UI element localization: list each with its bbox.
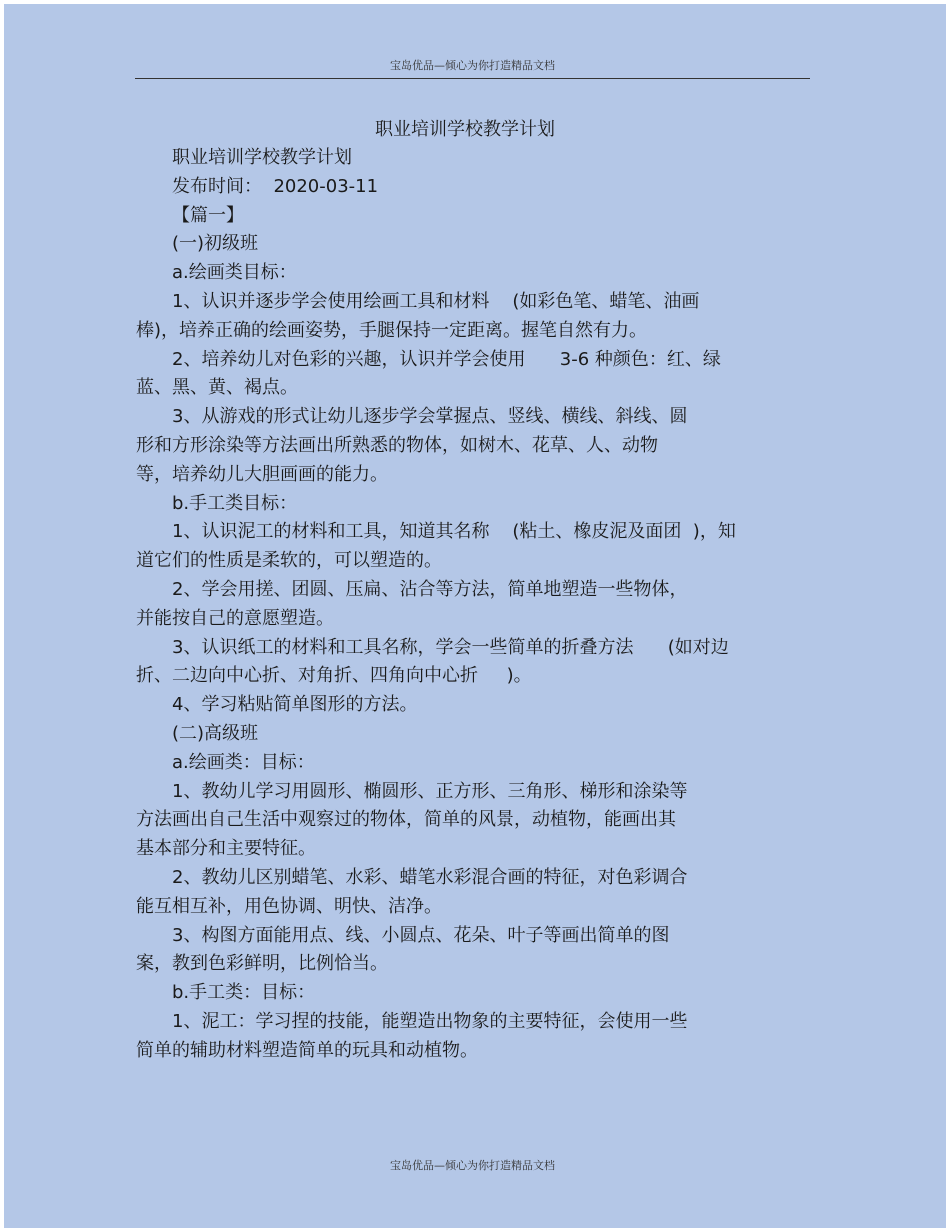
body-line: 2、培养幼儿对色彩的兴趣，认识并学会使用 3-6 种颜色：红、绿 [172,348,721,370]
body-line: 3、构图方面能用点、线、小圆点、花朵、叶子等画出简单的图 [172,924,670,946]
body-line: 4、学习粘贴简单图形的方法。 [172,694,418,716]
body-line: 1、泥工：学习捏的技能，能塑造出物象的主要特征，会使用一些 [172,1010,688,1032]
body-line: a.绘画类目标： [172,262,297,284]
body-line: 基本部分和主要特征。 [136,838,316,860]
body-line: 职业培训学校教学计划 [172,147,352,168]
body-line: 折、二边向中心折、对角折、四角向中心折 )。 [136,665,532,687]
body-line: 3、认识纸工的材料和工具名称，学会一些简单的折叠方法 (如对边 [172,636,729,658]
body-line: 【篇一】 [172,204,244,226]
body-line: 1、认识并逐步学会使用绘画工具和材料 (如彩色笔、蜡笔、油画 [172,290,700,312]
body-line: 2、学会用搓、团圆、压扁、沾合等方法，简单地塑造一些物体， [172,578,688,600]
body-line: b.手工类：目标： [172,982,316,1004]
body-line: (二)高级班 [172,722,259,744]
body-line: 发布时间： 2020-03-11 [172,175,379,197]
document-title: 职业培训学校教学计划 [375,119,555,140]
body-line: 并能按自己的意愿塑造。 [136,607,334,629]
body-line: b.手工类目标： [172,492,298,514]
body-line: a.绘画类：目标： [172,751,315,773]
body-line: 2、教幼儿区别蜡笔、水彩、蜡笔水彩混合画的特征，对色彩调合 [172,866,688,888]
body-line: (一)初级班 [172,233,259,255]
body-line: 1、教幼儿学习用圆形、椭圆形、正方形、三角形、梯形和涂染等 [172,780,688,802]
body-line: 等，培养幼儿大胆画画的能力。 [136,463,388,485]
page-footer: 宝岛优品—倾心为你打造精品文档 [390,1159,555,1172]
body-line: 能互相互补，用色协调、明快、洁净。 [136,895,442,917]
body-line: 案，教到色彩鲜明，比例恰当。 [136,953,388,975]
page-header: 宝岛优品—倾心为你打造精品文档 [135,58,810,79]
body-line: 道它们的性质是柔软的，可以塑造的。 [136,550,442,572]
body-line: 简单的辅助材料塑造简单的玩具和动植物。 [136,1039,478,1061]
body-line: 形和方形涂染等方法画出所熟悉的物体，如树木、花草、人、动物 [136,434,658,456]
document-body [136,144,806,1066]
body-line: 1、认识泥工的材料和工具，知道其名称 (粘土、橡皮泥及面团 )，知 [172,521,736,543]
body-line: 棒)，培养正确的绘画姿势，手腿保持一定距离。握笔自然有力。 [136,319,648,341]
body-line: 方法画出自己生活中观察过的物体，简单的风景，动植物，能画出其 [136,809,676,831]
body-line: 蓝、黑、黄、褐点。 [136,377,298,399]
body-line: 3、从游戏的形式让幼儿逐步学会掌握点、竖线、横线、斜线、圆 [172,406,688,428]
